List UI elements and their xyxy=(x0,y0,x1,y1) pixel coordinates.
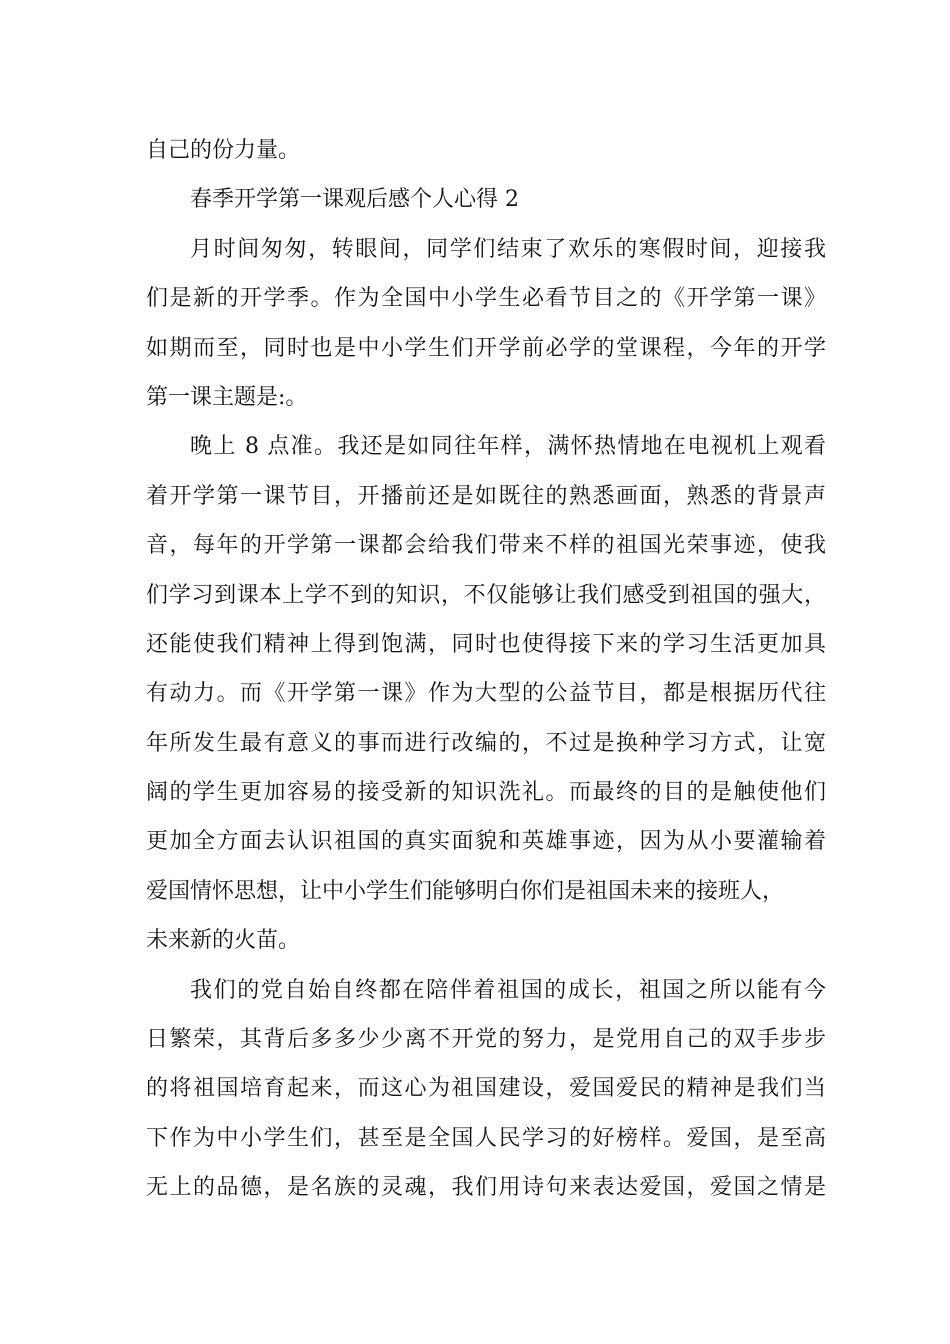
text-line: 们学习到课本上学不到的知识，不仅能够让我们感受到祖国的强大， xyxy=(146,582,826,608)
text-line: 如期而至，同时也是中小学生们开学前必学的堂课程，今年的开学 xyxy=(146,335,826,361)
text-line: 晚上 8 点准。我还是如同往年样，满怀热情地在电视机上观看 xyxy=(190,434,826,460)
text-line: 的将祖国培育起来，而这心为祖国建设，爱国爱民的精神是我们当 xyxy=(146,1076,826,1102)
text-line: 春季开学第一课观后感个人心得 2 xyxy=(190,187,519,213)
text-line: 音，每年的开学第一课都会给我们带来不样的祖国光荣事迹，使我 xyxy=(146,533,826,559)
text-line: 第一课主题是:。 xyxy=(146,384,308,410)
text-line: 我们的党自始自终都在陪伴着祖国的成长，祖国之所以能有今 xyxy=(190,977,826,1003)
text-line: 无上的品德，是名族的灵魂，我们用诗句来表达爱国，爱国之情是 xyxy=(146,1175,826,1201)
text-line: 下作为中小学生们，甚至是全国人民学习的好榜样。爱国，是至高 xyxy=(146,1125,826,1151)
text-line: 未来新的火苗。 xyxy=(146,928,301,954)
text-line: 自己的份力量。 xyxy=(146,138,301,163)
text-line: 月时间匆匆，转眼间，同学们结束了欢乐的寒假时间，迎接我 xyxy=(190,236,826,262)
text-line: 们是新的开学季。作为全国中小学生必看节目之的《开学第一课》 xyxy=(146,286,826,312)
text-line: 爱国情怀思想，让中小学生们能够明白你们是祖国未来的接班人， xyxy=(146,878,785,904)
text-line: 着开学第一课节目，开播前还是如既往的熟悉画面，熟悉的背景声 xyxy=(146,483,826,509)
text-line: 阔的学生更加容易的接受新的知识洗礼。而最终的目的是触使他们 xyxy=(146,780,826,806)
text-line: 年所发生最有意义的事而进行改编的，不过是换种学习方式，让宽 xyxy=(146,730,826,756)
text-line: 日繁荣，其背后多多少少离不开党的努力，是党用自己的双手步步 xyxy=(146,1027,826,1053)
text-line: 还能使我们精神上得到饱满，同时也使得接下来的学习生活更加具 xyxy=(146,631,826,657)
document-body xyxy=(146,126,826,1213)
text-line: 有动力。而《开学第一课》作为大型的公益节目，都是根据历代往 xyxy=(146,681,826,707)
text-line: 更加全方面去认识祖国的真实面貌和英雄事迹，因为从小要灌输着 xyxy=(146,829,826,855)
